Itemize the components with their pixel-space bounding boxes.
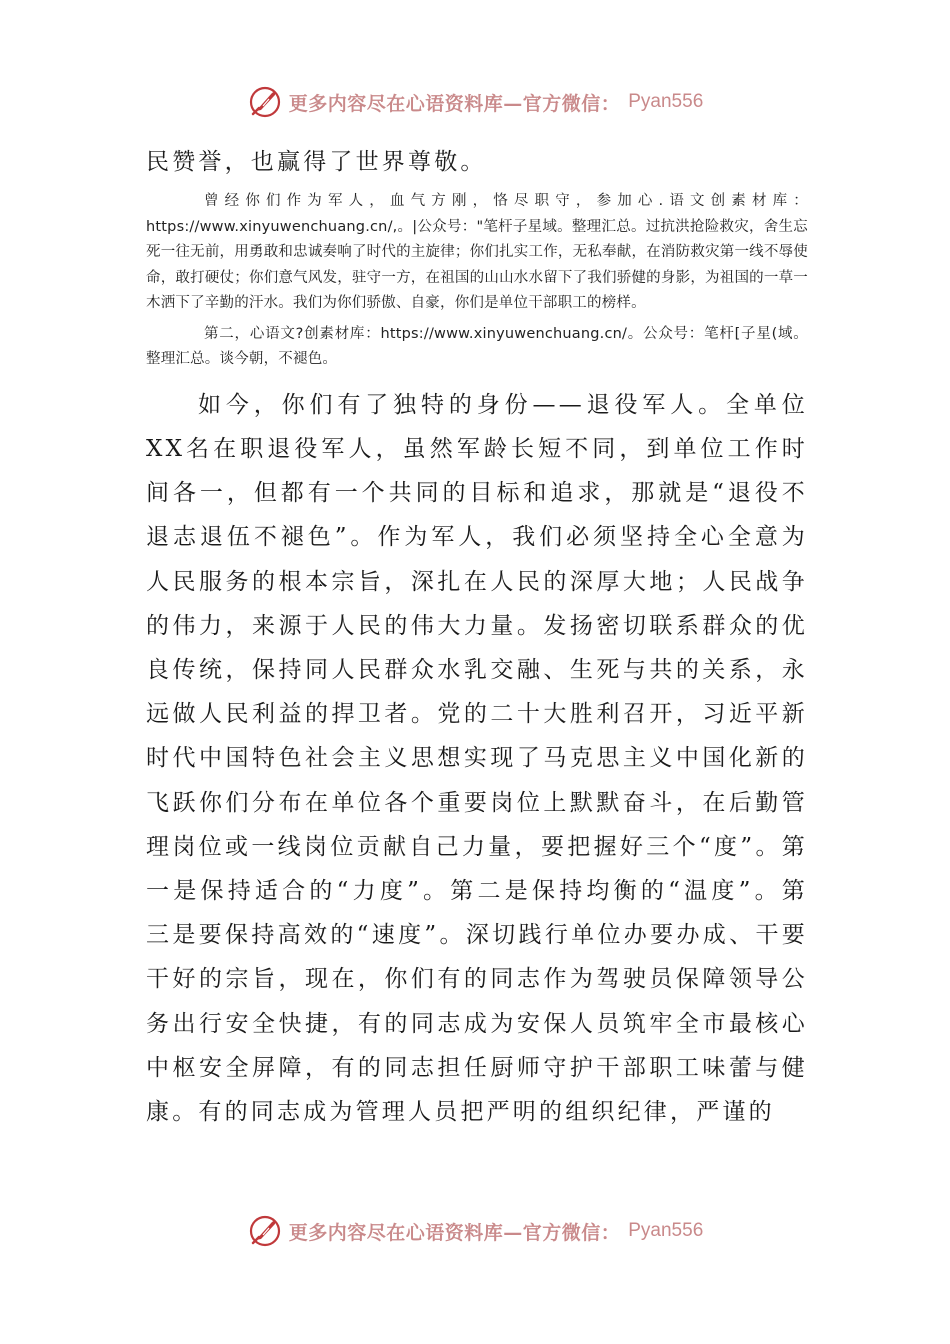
paragraph-4: 如今，你们有了独特的身份——退役军人。全单位XX名在职退役军人，虽然军龄长短不同，到单位工作时间各一，但都有一个共同的目标和追求，那就是“退役不退志退伍不褪色”。作为军人，我们必须坚持全心全意为人民服务的根本宗旨，深扎在人民的深厚大地；人民战争的伟力，来源于人民的伟大力量。发扬密切联系群众的优良传统，保持同人民群众水乳交融、生死与共的关系，永远做人民利益的捍卫者。党的二十大胜利召开，习近平新时代中国特色社会主义思想实现了马克思主义中国化新的飞跃你们分布在单位各个重要岗位上默默奋斗，在后勤管理岗位或一线岗位贡献自己力量，要把握好三个“度”。第一是保持适合的“力度”。第二是保持均衡的“温度”。第三是要保持高效的“速度”。深切践行单位办要办成、干要干好的宗旨，现在，你们有的同志作为驾驶员保障领导公务出行安全快捷，有的同志成为安保人员筑牢全市最核心中枢安全屏障，有的同志担任厨师守护干部职工味蕾与健康。有的同志成为管理人员把严明的组织纪律，严谨的: [146, 391, 808, 1125]
banner-text: 更多内容尽在心语资料库—官方微信：: [288, 1221, 621, 1244]
document-body: [146, 140, 808, 1134]
quill-logo-icon: [247, 84, 283, 120]
banner-text: 更多内容尽在心语资料库—官方微信：: [288, 92, 621, 115]
quill-logo-icon: [247, 1213, 283, 1249]
banner-wechat-id: Pyan556: [628, 1220, 704, 1241]
header-banner: [0, 82, 950, 122]
banner-wechat-id: Pyan556: [628, 91, 704, 112]
paragraph-2: 曾经你们作为军人，血气方刚，恪尽职守，参加心.语文创素材库：https://www.xinyuwenchuang.cn/,。|公众号："笔杆子星域。整理汇总。过抗洪抢险救灾，舍生忘死一往无前，用勇敢和忠诚奏响了时代的主旋律；你们扎实工作，无私奉献，在消防救灾第一线不辱使命，敢打硬仗；你们意气风发，驻守一方，在祖国的山山水水留下了我们骄健的身影，为祖国的一草一木洒下了辛勤的汗水。我们为你们骄傲、自豪，你们是单位干部职工的榜样。: [146, 193, 808, 312]
paragraph-1: 民赞誉，也赢得了世界尊敬。: [146, 149, 487, 175]
paragraph-3: 第二，心语文?创素材库：https://www.xinyuwenchuang.cn/。公众号：笔杆[子星(域。整理汇总。谈今朝，不褪色。: [146, 325, 808, 368]
footer-banner: [0, 1211, 950, 1251]
